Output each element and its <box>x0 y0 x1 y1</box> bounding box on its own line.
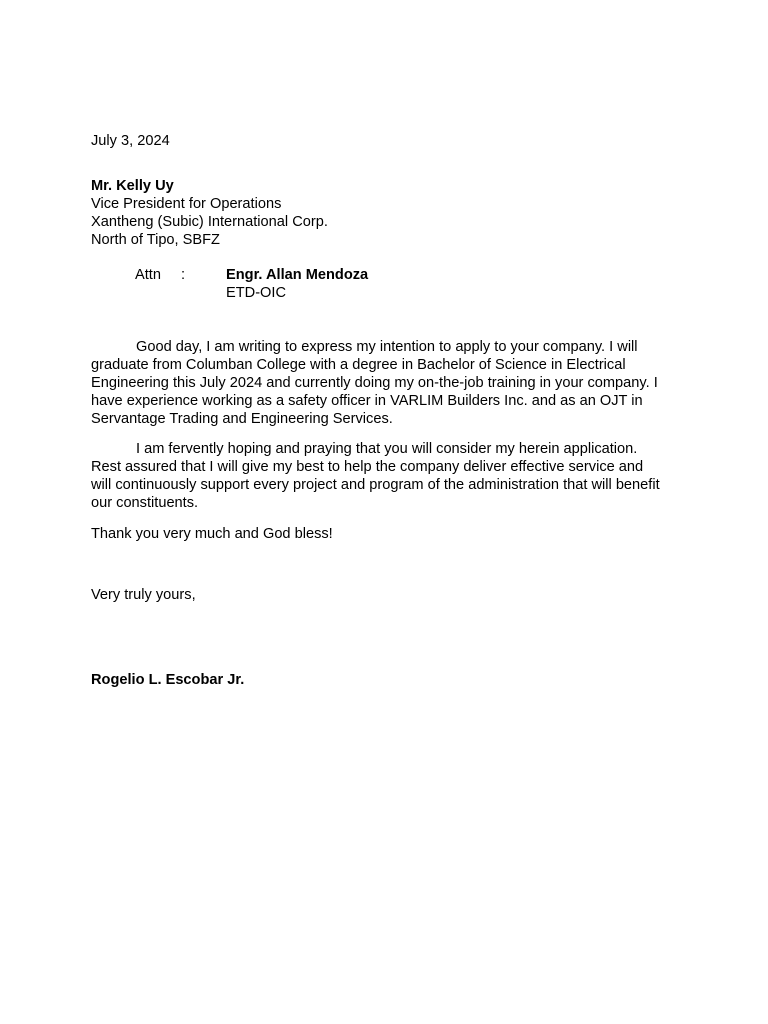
paragraph-line: will continuously support every project and program of the administration that will benefit <box>91 477 660 493</box>
paragraph-line: Engineering this July 2024 and currently doing my on-the-job training in your company. I <box>91 375 658 391</box>
attention-block <box>226 266 368 302</box>
paragraph-line: Servantage Trading and Engineering Services. <box>91 411 393 427</box>
recipient-title: Vice President for Operations <box>91 196 282 212</box>
attention-label: Attn <box>135 267 161 283</box>
letter-date: July 3, 2024 <box>91 133 170 149</box>
paragraph-line: have experience working as a safety officer in VARLIM Builders Inc. and as an OJT in <box>91 393 643 409</box>
paragraph-line: graduate from Columban College with a degree in Bachelor of Science in Electrical <box>91 357 626 373</box>
recipient-block <box>91 177 328 249</box>
paragraph-line: Good day, I am writing to express my intention to apply to your company. I will <box>136 339 638 355</box>
recipient-address: North of Tipo, SBFZ <box>91 232 220 248</box>
body-paragraph-3 <box>91 525 681 543</box>
recipient-company: Xantheng (Subic) International Corp. <box>91 214 328 230</box>
paragraph-line: our constituents. <box>91 495 199 511</box>
recipient-name: Mr. Kelly Uy <box>91 178 174 194</box>
complimentary-close: Very truly yours, <box>91 587 196 603</box>
attention-name: Engr. Allan Mendoza <box>226 267 369 283</box>
paragraph-line: I am fervently hoping and praying that you will consider my herein application. <box>136 441 638 457</box>
paragraph-line: Thank you very much and God bless! <box>91 526 333 542</box>
attention-separator: : <box>181 267 186 283</box>
signature-name: Rogelio L. Escobar Jr. <box>91 672 245 688</box>
body-paragraph-2 <box>91 440 681 512</box>
attention-position: ETD-OIC <box>226 285 286 301</box>
body-paragraph-1 <box>91 338 681 428</box>
paragraph-line: Rest assured that I will give my best to help the company deliver effective service and <box>91 459 644 475</box>
